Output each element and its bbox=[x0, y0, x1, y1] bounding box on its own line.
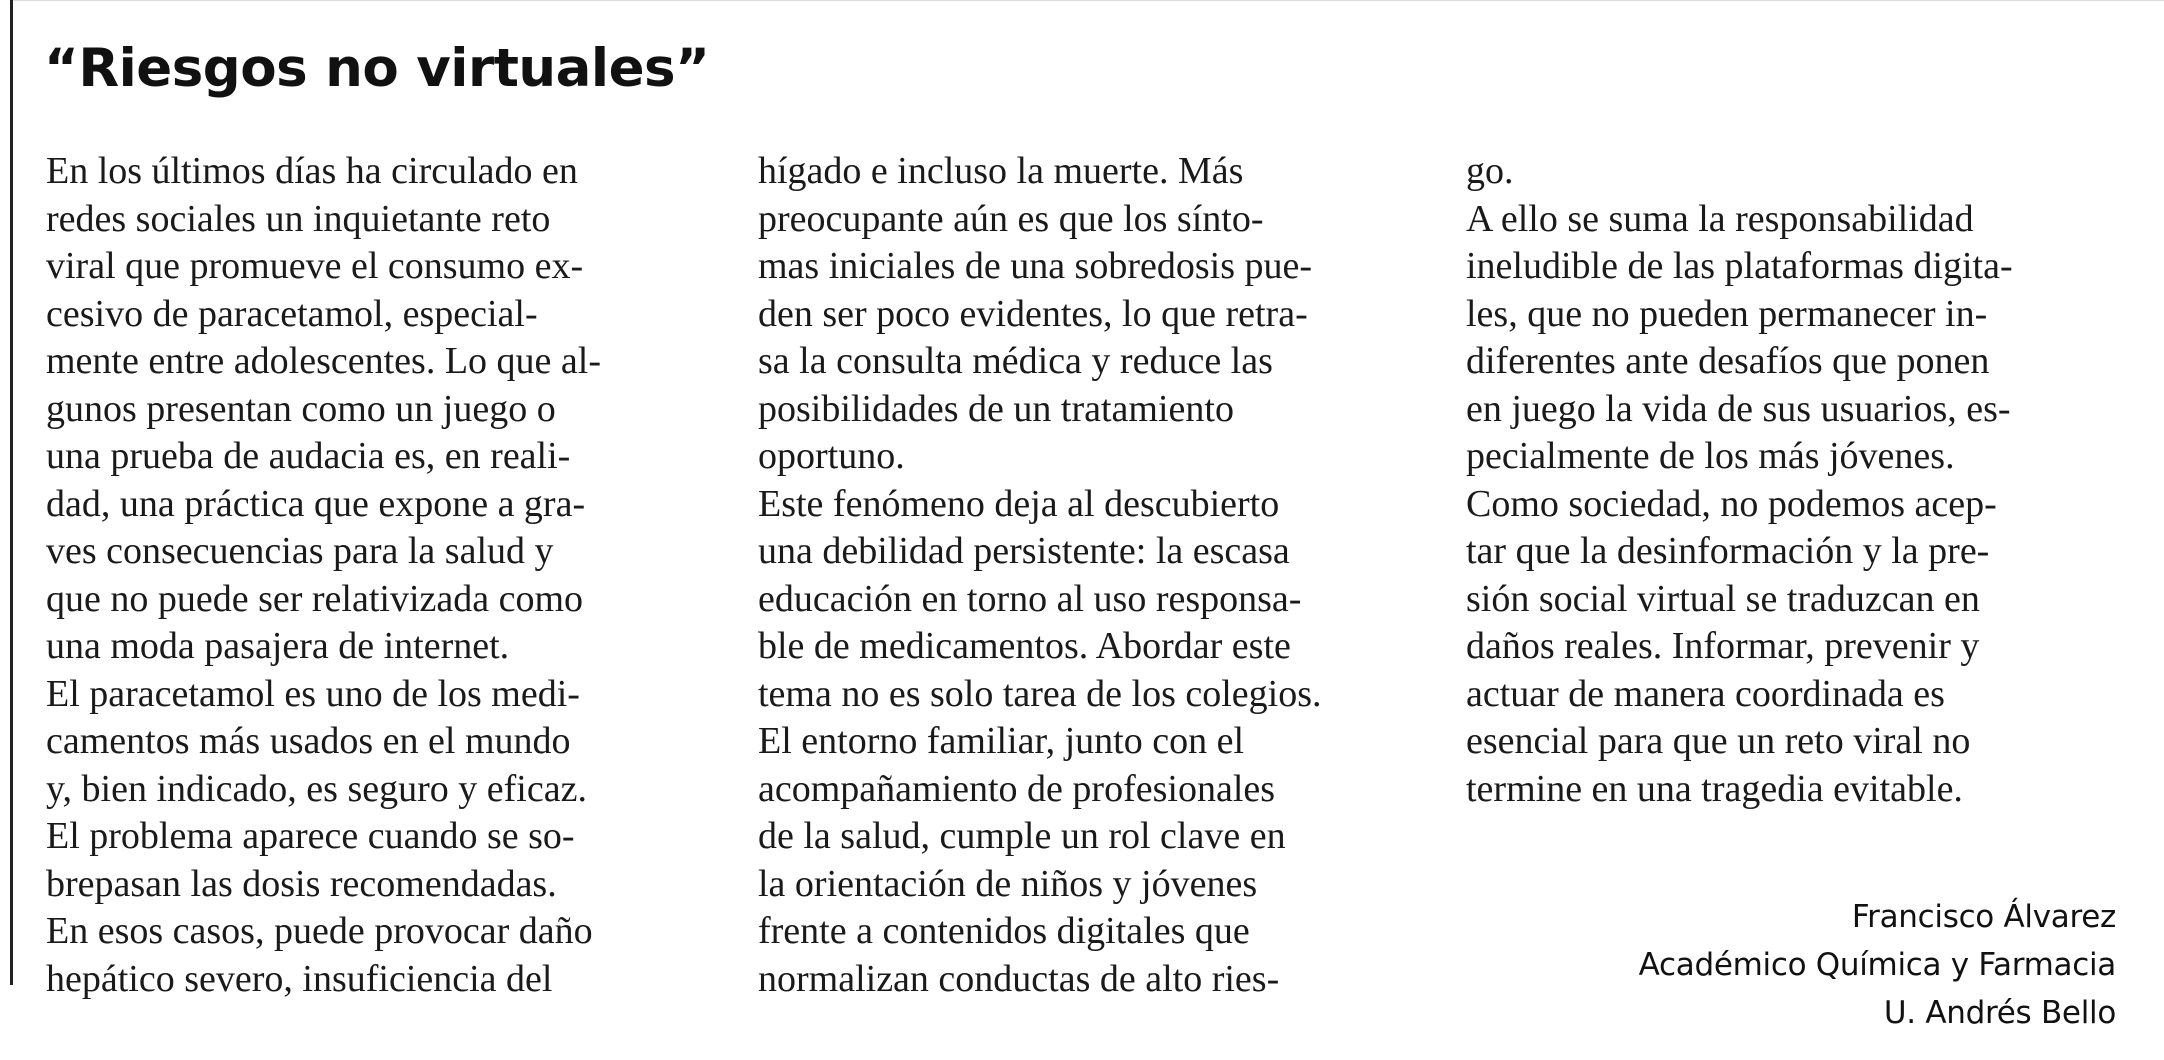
text-column-1 bbox=[46, 148, 601, 1003]
column-line: en juego la vida de sus usuarios, es- bbox=[1466, 387, 2011, 430]
author-role: Académico Química y Farmacia bbox=[1638, 947, 2116, 983]
column-line: ineludible de las plataformas digita- bbox=[1466, 245, 2013, 287]
column-line: posibilidades de un tratamiento bbox=[758, 387, 1234, 430]
column-line: termine en una tragedia evitable. bbox=[1466, 767, 1963, 810]
column-line: ble de medicamentos. Abordar este bbox=[758, 625, 1291, 667]
column-line: acompañamiento de profesionales bbox=[758, 767, 1276, 810]
column-line: dad, una práctica que expone a gra- bbox=[46, 482, 586, 525]
column-line: preocupante aún es que los sínto- bbox=[758, 197, 1264, 240]
left-column-rule bbox=[10, 0, 13, 985]
column-line: daños reales. Informar, prevenir y bbox=[1466, 625, 1980, 667]
column-line: El entorno familiar, junto con el bbox=[758, 720, 1245, 762]
column-line: ves consecuencias para la salud y bbox=[46, 530, 554, 572]
author-signature bbox=[1639, 893, 2116, 1037]
column-line: les, que no pueden permanecer in- bbox=[1466, 292, 1988, 335]
column-line: mente entre adolescentes. Lo que al- bbox=[46, 340, 601, 382]
column-line: brepasan las dosis recomendadas. bbox=[46, 862, 557, 905]
column-line: que no puede ser relativizada como bbox=[46, 577, 584, 620]
column-line: El paracetamol es uno de los medi- bbox=[46, 672, 580, 715]
column-line: una prueba de audacia es, en reali- bbox=[46, 435, 571, 477]
column-line: camentos más usados en el mundo bbox=[46, 720, 571, 762]
author-name: Francisco Álvarez bbox=[1851, 899, 2116, 935]
column-line: viral que promueve el consumo ex- bbox=[46, 245, 584, 287]
column-line: educación en torno al uso responsa- bbox=[758, 577, 1302, 620]
column-line: una moda pasajera de internet. bbox=[46, 625, 510, 667]
column-line: diferentes ante desafíos que ponen bbox=[1466, 340, 1990, 382]
column-line: redes sociales un inquietante reto bbox=[46, 197, 551, 240]
text-column-2 bbox=[758, 148, 1322, 1003]
top-border bbox=[10, 0, 2164, 1]
column-line: la orientación de niños y jóvenes bbox=[758, 862, 1258, 905]
article-title: “Riesgos no virtuales” bbox=[44, 38, 710, 99]
column-line: frente a contenidos digitales que bbox=[758, 910, 1250, 952]
column-line: actuar de manera coordinada es bbox=[1466, 672, 1945, 715]
column-line: una debilidad persistente: la escasa bbox=[758, 530, 1290, 572]
column-line: den ser poco evidentes, lo que retra- bbox=[758, 292, 1308, 335]
column-line: En los últimos días ha circulado en bbox=[46, 150, 578, 192]
column-line: pecialmente de los más jóvenes. bbox=[1466, 435, 1955, 477]
column-line: A ello se suma la responsabilidad bbox=[1466, 197, 1974, 240]
column-line: sa la consulta médica y reduce las bbox=[758, 340, 1273, 382]
column-line: gunos presentan como un juego o bbox=[46, 387, 556, 430]
column-line: hígado e incluso la muerte. Más bbox=[758, 150, 1244, 192]
column-line: sión social virtual se traduzcan en bbox=[1466, 577, 1980, 620]
author-institution: U. Andrés Bello bbox=[1883, 995, 2116, 1031]
column-line: go. bbox=[1466, 150, 1514, 192]
column-line: oportuno. bbox=[758, 435, 905, 477]
column-line: y, bien indicado, es seguro y eficaz. bbox=[46, 767, 587, 810]
column-line: esencial para que un reto viral no bbox=[1466, 720, 1971, 762]
column-line: tema no es solo tarea de los colegios. bbox=[758, 672, 1322, 715]
column-line: de la salud, cumple un rol clave en bbox=[758, 815, 1286, 857]
text-column-3 bbox=[1466, 148, 2013, 813]
column-line: normalizan conductas de alto ries- bbox=[758, 957, 1280, 1000]
column-line: En esos casos, puede provocar daño bbox=[46, 910, 593, 952]
column-line: cesivo de paracetamol, especial- bbox=[46, 292, 538, 335]
column-line: tar que la desinformación y la pre- bbox=[1466, 530, 1990, 572]
column-line: Como sociedad, no podemos acep- bbox=[1466, 482, 1997, 525]
column-line: Este fenómeno deja al descubierto bbox=[758, 482, 1280, 525]
column-line: hepático severo, insuficiencia del bbox=[46, 957, 553, 1000]
column-line: El problema aparece cuando se so- bbox=[46, 815, 575, 857]
column-line: mas iniciales de una sobredosis pue- bbox=[758, 245, 1313, 287]
